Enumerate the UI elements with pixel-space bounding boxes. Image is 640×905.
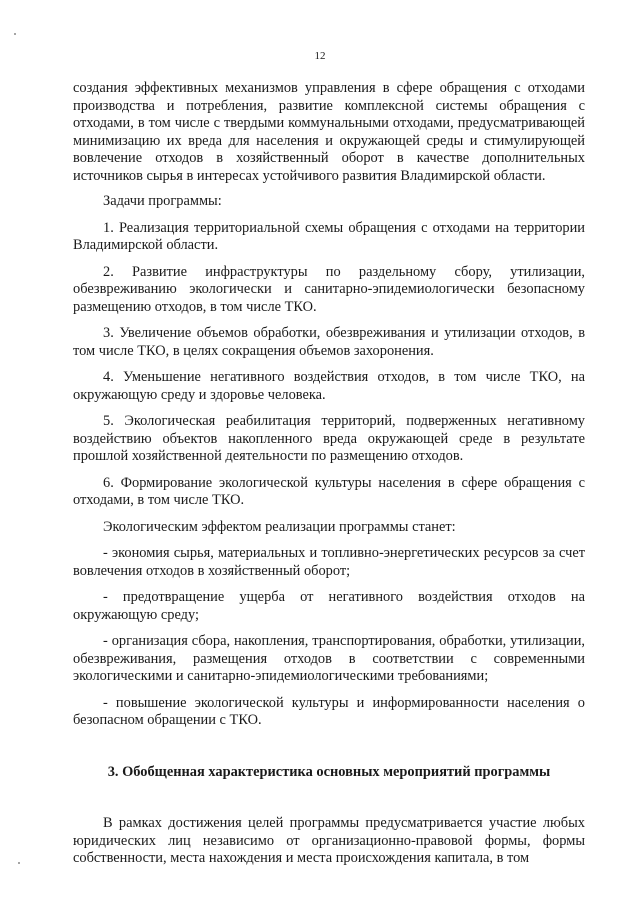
page-number: 12 <box>314 50 326 62</box>
task-item-4: 4. Уменьшение негативного воздействия отходов, в том числе ТКО, на окружающую среду и здоровье человека. <box>73 369 585 403</box>
effect-item-2: - предотвращение ущерба от негативного воздействия отходов на окружающую среду; <box>73 589 585 623</box>
task-item-5: 5. Экологическая реабилитация территорий, подверженных негативному воздействию объектов накопленного вреда окружающей среде в результате прошлой хозяйственной деятельности по размещению отходов. <box>73 413 585 464</box>
scan-speck <box>14 33 16 35</box>
effect-item-1: - экономия сырья, материальных и топливно-энергетических ресурсов за счет вовлечения отходов в хозяйственный оборот; <box>73 545 585 579</box>
effect-item-4: - повышение экологической культуры и информированности населения о безопасном обращении с ТКО. <box>73 694 585 728</box>
section-title: 3. Обобщенная характеристика основных мероприятий программы <box>107 763 551 780</box>
task-item-2: 2. Развитие инфраструктуры по раздельному сбору, утилизации, обезвреживанию экологически и санитарно-эпидемиологически безопасному размещению отходов, в том числе ТКО. <box>73 263 585 315</box>
effect-item-3: - организация сбора, накопления, транспортирования, обработки, утилизации, обезвреживания, размещения отходов в соответствии с современными экологическими и санитарно-эпидемиологическими требованиями; <box>73 633 585 684</box>
document-body <box>73 80 585 868</box>
section-paragraph: В рамках достижения целей программы предусматривается участие любых юридических лиц независимо от организационно-правовой формы, формы собственности, места нахождения и места происхождения капитала, в том <box>73 815 585 866</box>
task-item-3: 3. Увеличение объемов обработки, обезвреживания и утилизации отходов, в том числе ТКО, в целях сокращения объемов захоронения. <box>73 325 585 359</box>
tasks-heading: Задачи программы: <box>103 193 222 209</box>
scan-speck <box>18 862 20 864</box>
task-item-1: 1. Реализация территориальной схемы обращения с отходами на территории Владимирской области. <box>73 219 585 253</box>
effect-heading: Экологическим эффектом реализации программы станет: <box>103 518 456 535</box>
task-item-6: 6. Формирование экологической культуры населения в сфере обращения с отходами, в том числе ТКО. <box>73 474 585 508</box>
intro-paragraph: создания эффективных механизмов управления в сфере обращения с отходами производства и потребления, развитие комплексной системы обращения с отходами, в том числе с твердыми коммунальными отходами, предусматривающей минимизацию их вреда для населения и окружающей среды и стимулирующей вовлечение отходов в хозяйственный оборот в качестве дополнительных источников сырья в интересах устойчивого развития Владимирской области. <box>73 80 585 184</box>
